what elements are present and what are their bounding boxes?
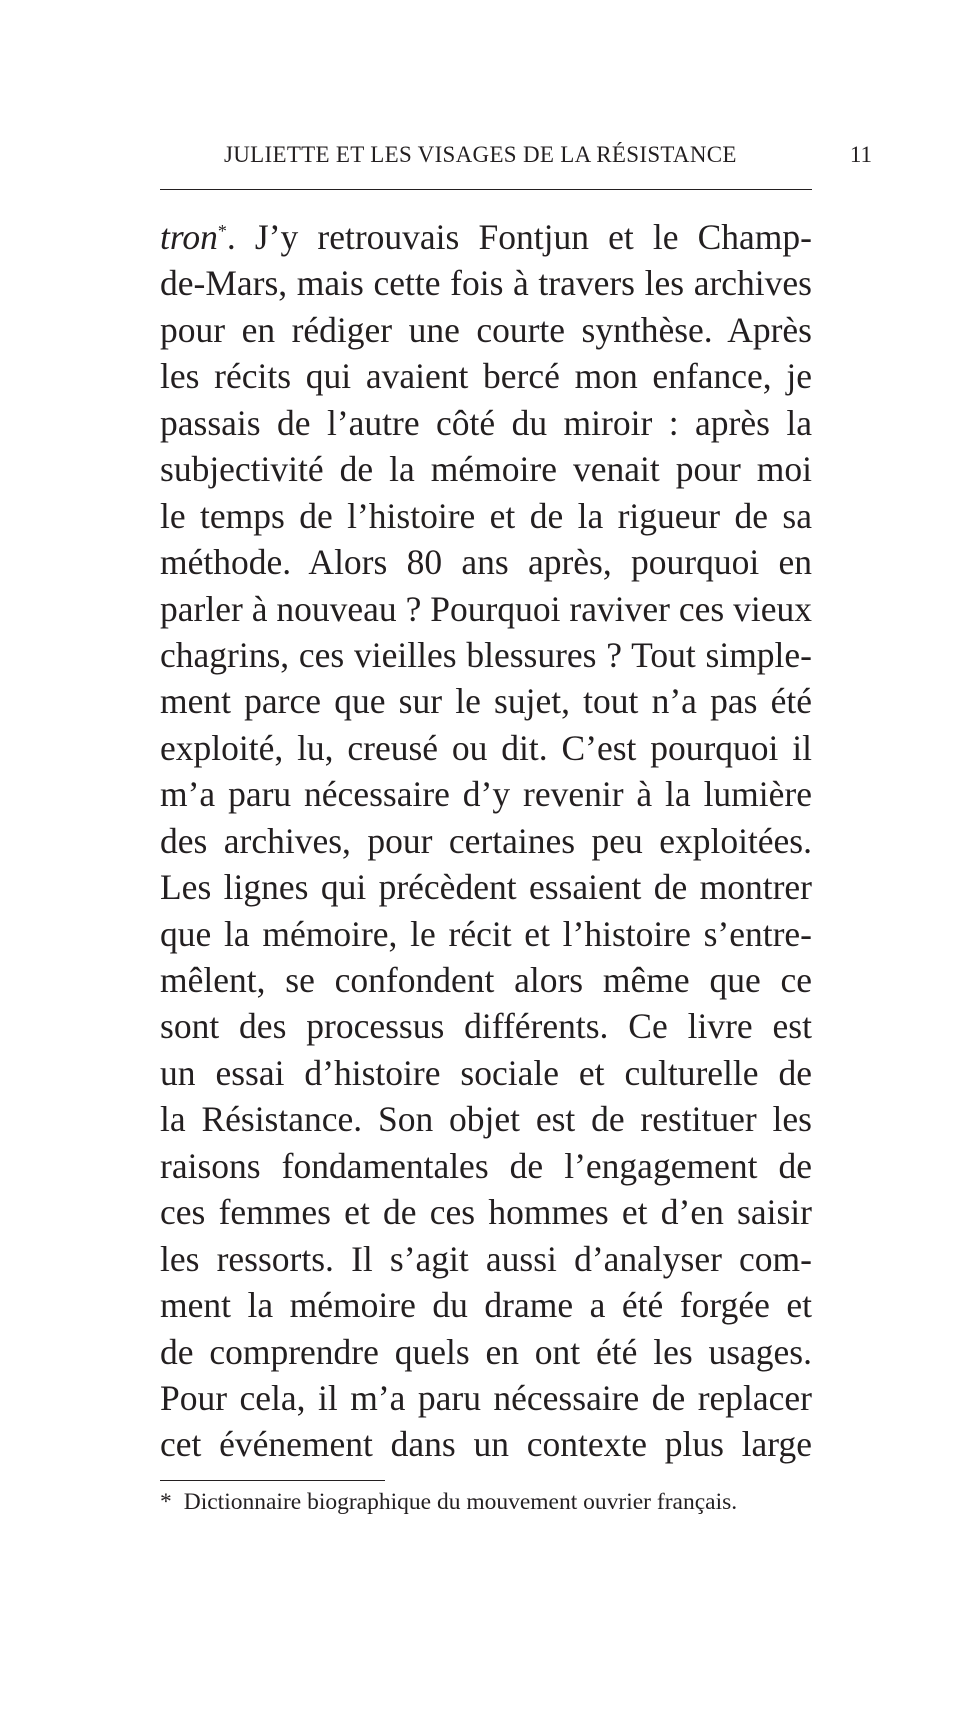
body-line: que la mémoire, le récit et l’histoire s’entre- — [160, 913, 812, 954]
body-line: un essai d’histoire sociale et culturelle de — [160, 1052, 812, 1093]
body-line: m’a paru nécessaire d’y revenir à la lumière — [160, 774, 812, 815]
body-line: cet événement dans un contexte plus large — [160, 1424, 812, 1465]
body-line: les ressorts. Il s’agit aussi d’analyser com- — [160, 1238, 812, 1279]
footnote-star: * — [160, 1489, 172, 1515]
body-line: chagrins, ces vieilles blessures ? Tout simple- — [160, 634, 812, 675]
body-line: méthode. Alors 80 ans après, pourquoi en — [160, 542, 812, 583]
body-line: les récits qui avaient bercé mon enfance, je — [160, 356, 812, 397]
body-line: la Résistance. Son objet est de restituer les — [160, 1099, 812, 1140]
body-line: parler à nouveau ? Pourquoi raviver ces vieux — [160, 588, 812, 629]
header-rule — [160, 189, 812, 190]
body-line: raisons fondamentales de l’engagement de — [160, 1145, 812, 1186]
body-line: ces femmes et de ces hommes et d’en saisir — [160, 1192, 812, 1233]
running-head — [160, 136, 872, 176]
body-line: pour en rédiger une courte synthèse. Après — [160, 309, 812, 350]
body-line-text: . J’y retrouvais Fontjun et le Champ- — [226, 217, 812, 257]
body-line: des archives, pour certaines peu exploitées. — [160, 820, 812, 861]
body-line: passais de l’autre côté du miroir : après la — [160, 402, 812, 443]
body-line: subjectivité de la mémoire venait pour moi — [160, 449, 812, 490]
body-line: exploité, lu, creusé ou dit. C’est pourquoi il — [160, 727, 812, 768]
body-line: de comprendre quels en ont été les usages. — [160, 1331, 812, 1372]
body-line: le temps de l’histoire et de la rigueur de sa — [160, 495, 812, 536]
body-line: ment la mémoire du drame a été forgée et — [160, 1285, 812, 1326]
body-line: de-Mars, mais cette fois à travers les archives — [160, 263, 812, 304]
footnote — [160, 1489, 820, 1516]
body-text — [160, 214, 812, 1468]
body-line: mêlent, se confondent alors même que ce — [160, 960, 812, 1000]
body-line: Pour cela, il m’a paru nécessaire de replacer — [160, 1377, 812, 1418]
body-line: sont des processus différents. Ce livre est — [160, 1006, 812, 1047]
running-title: JULIETTE ET LES VISAGES DE LA RÉSISTANCE — [224, 142, 737, 167]
page-number: 11 — [849, 142, 872, 167]
footnote-rule — [160, 1480, 385, 1481]
italic-word: tron — [160, 217, 218, 257]
body-line — [160, 214, 812, 260]
body-line: Les lignes qui précèdent essaient de montrer — [160, 867, 812, 908]
footnote-text: Dictionnaire biographique du mouvement ouvrier français. — [183, 1489, 738, 1515]
body-line: ment parce que sur le sujet, tout n’a pas été — [160, 681, 812, 722]
footnote-marker: * — [217, 221, 227, 241]
